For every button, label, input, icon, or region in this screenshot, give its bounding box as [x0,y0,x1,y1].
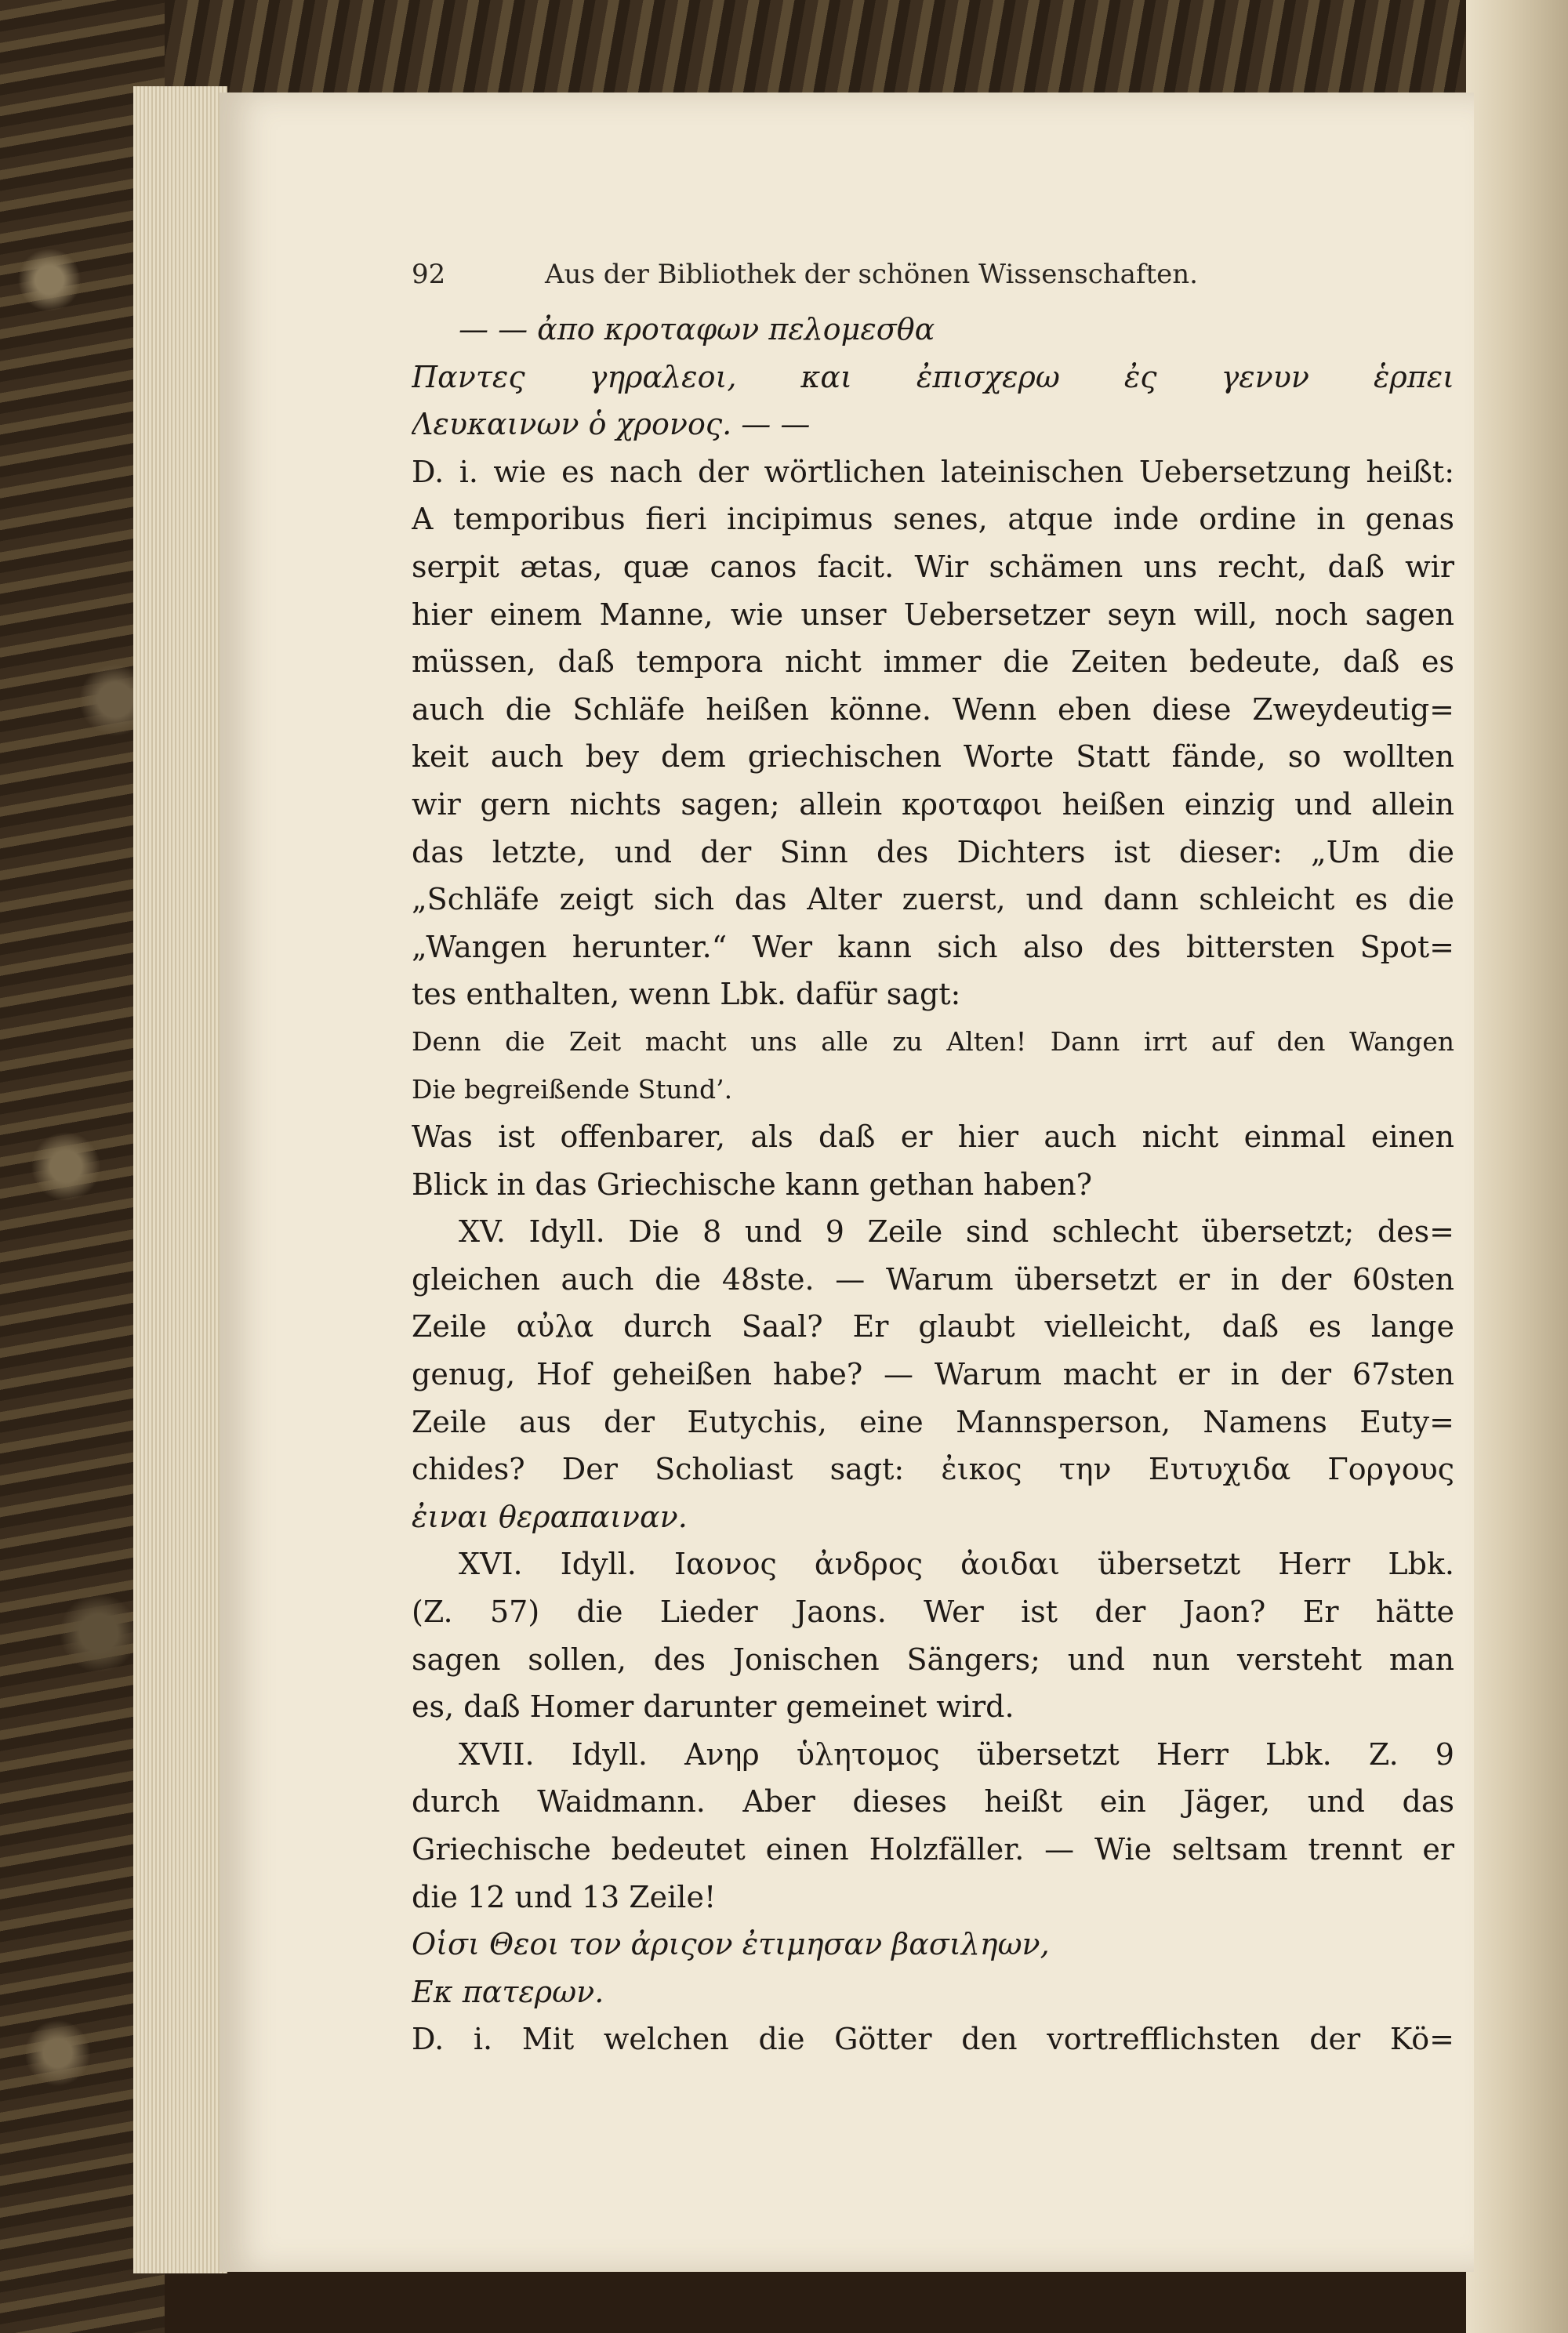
text-line: hier einem Manne, wie unser Uebersetzer seyn will, noch sagen [412,597,1454,632]
text-line: Zeile aus der Eutychis, eine Mannsperson, Namens Euty= [412,1404,1454,1439]
text-line: Blick in das Griechische kann gethan haben? [412,1166,1093,1202]
text-line: XVI. Idyll. Ιαονος ἀνδρος ἀοιδαι übersetzt Herr Lbk. [459,1547,1454,1582]
text-line: Οἱσι Θεοι τον ἀριςον ἐτιμησαν βασιληων, [412,1927,1050,1962]
running-head: Aus der Bibliothek der schönen Wissenschaften. [545,259,1198,290]
text-line: D. i. wie es nach der wörtlichen lateinischen Uebersetzung heißt: [412,454,1454,489]
text-line: Griechische bedeutet einen Holzfäller. — Wie seltsam trennt er [412,1832,1454,1867]
text-line: keit auch bey dem griechischen Worte Statt fände, so wollten [412,739,1454,775]
text-line: die 12 und 13 Zeile! [412,1879,717,1914]
text-line: sagen sollen, des Jonischen Sängers; und nun versteht man [412,1642,1454,1677]
text-line: wir gern nichts sagen; allein κροταφοι heißen einzig und allein [412,786,1454,822]
text-line: es, daß Homer darunter gemeinet wird. [412,1689,1014,1725]
next-page-edge [1466,0,1568,2333]
text-line: genug, Hof geheißen habe? — Warum macht er in der 67sten [412,1357,1454,1392]
text-line: „Wangen herunter.“ Wer kann sich also des bittersten Spot= [412,929,1454,964]
text-line: D. i. Mit welchen die Götter den vortrefflichsten der Kö= [412,2022,1454,2057]
text-line: tes enthalten, wenn Lbk. dafür sagt: [412,977,961,1012]
book-cover-top [0,0,1568,102]
text-line: „Schläfe zeigt sich das Alter zuerst, und dann schleicht es die [412,882,1454,917]
text-line: ἐιναι θεραπαιναν. [412,1499,688,1534]
text-line: (Z. 57) die Lieder Jaons. Wer ist der Jaon? Er hätte [412,1595,1454,1630]
text-line: XV. Idyll. Die 8 und 9 Zeile sind schlecht übersetzt; des= [459,1214,1454,1250]
text-line: XVII. Idyll. Ανηρ ὑλητομος übersetzt Herr Lbk. Z. 9 [459,1736,1454,1772]
text-line: müssen, daß tempora nicht immer die Zeiten bedeute, daß es [412,644,1454,680]
text-line: gleichen auch die 48ste. — Warum übersetzt er in der 60sten [412,1261,1454,1297]
text-line: auch die Schläfe heißen könne. Wenn eben diese Zweydeutig= [412,691,1454,727]
book-page [220,93,1474,2272]
text-line: Λευκαινων ὁ χρονος. — — [412,407,811,442]
text-line: das letzte, und der Sinn des Dichters ist dieser: „Um die [412,834,1454,869]
text-line: Zeile αὐλα durch Saal? Er glaubt vielleicht, daß es lange [412,1309,1454,1344]
text-line: durch Waidmann. Aber dieses heißt ein Jäger, und das [412,1784,1454,1820]
text-line: chides? Der Scholiast sagt: ἐικος την Ευτυχιδα Γοργους [412,1452,1454,1487]
verse-line: Die begreißende Stund’. [412,1073,733,1105]
verse-line: Denn die Zeit macht uns alle zu Alten! Dann irrt auf den Wangen [412,1025,1454,1057]
body-text [412,306,1454,2063]
page-number: 92 [412,259,446,290]
text-line: serpit ætas, quæ canos facit. Wir schämen uns recht, daß wir [412,549,1454,584]
text-line: A temporibus fieri incipimus senes, atque inde ordine in genas [412,502,1454,537]
text-line: Εκ πατερων. [412,1974,604,2009]
text-line: Was ist offenbarer, als daß er hier auch nicht einmal einen [412,1119,1454,1155]
text-line: — — ἀπο κροταφων πελομεσθα [459,312,935,347]
text-line: Παντες γηραλεοι, και ἐπισχερω ἐς γενυν ἑρπει [412,359,1454,394]
page-stack-edge [133,86,227,2273]
